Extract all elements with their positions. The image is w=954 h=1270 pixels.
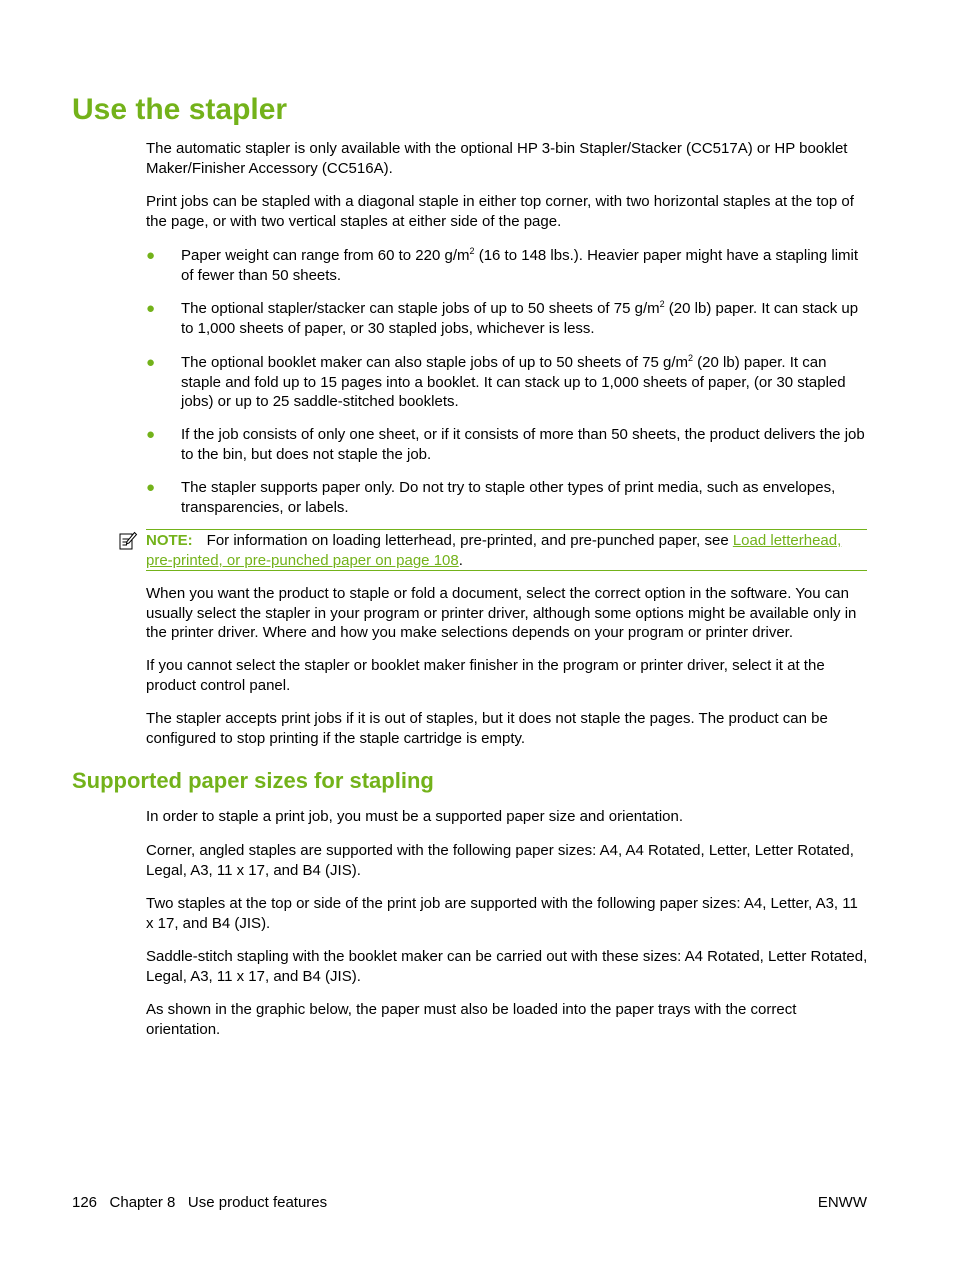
section-paragraph-2: Corner, angled staples are supported with the following paper sizes: A4, A4 Rotated, Letter, Letter Rotated, Legal, A3, 11 x 17, and B4 (JIS).: [146, 842, 854, 879]
intro-paragraph-2: Print jobs can be stapled with a diagonal staple in either top corner, with two horizontal staples at the top of the page, or with two vertical staples at either side of the page.: [146, 193, 854, 230]
note-bottom-rule: [146, 570, 867, 571]
body-paragraph-2: If you cannot select the stapler or booklet maker finisher in the program or printer driver, select it at the product control panel.: [146, 657, 825, 694]
bullet-item-paper-only: The stapler supports paper only. Do not try to staple other types of print media, such as envelopes, transparencies, or labels.: [181, 479, 836, 516]
footer-page-info: 126 Chapter 8 Use product features: [72, 1194, 328, 1211]
note-pencil-icon: [118, 531, 138, 551]
body-paragraph-3: The stapler accepts print jobs if it is out of staples, but it does not staple the pages. The product can be configured to stop printing if the staple cartridge is empty.: [146, 710, 828, 747]
bullet-marker: ●: [146, 354, 156, 371]
footer-enww: ENWW: [817, 1194, 867, 1211]
bullet-marker: ●: [146, 479, 156, 496]
bullet-marker: ●: [146, 300, 156, 317]
bullet-item-stapler-stacker: The optional stapler/stacker can staple jobs of up to 50 sheets of 75 $g/m^2$ (20 lb) paper. It can stack up to 1,000 sheets of paper, or 30 stapled jobs, whichever is less.: [181, 299, 859, 337]
section-paragraph-4: Saddle-stitch stapling with the booklet maker can be carried out with these sizes: A4 Rotated, Letter Rotated, Legal, A3, 11 x 17, and B4 (JIS).: [146, 948, 868, 985]
bullet-item-booklet-maker: The optional booklet maker can also staple jobs of up to 50 sheets of 75 $g/m^2$ (20 lb) paper. It can staple and fold up to 15 pages into a booklet. It can stack up to 1,000 sheets of paper, (or 30 stapled jobs) or up to 25 saddle-stitched booklets.: [181, 353, 846, 410]
section-paragraph-5: As shown in the graphic below, the paper must also be loaded into the paper trays with the correct orientation.: [146, 1001, 797, 1038]
bullet-marker: ●: [146, 247, 156, 264]
section-paragraph-1: In order to staple a print job, you must be a supported paper size and orientation.: [146, 808, 683, 825]
bullet-item-single-sheet: If the job consists of only one sheet, or if it consists of more than 50 sheets, the product delivers the job to the bin, but does not staple the job.: [181, 426, 865, 463]
intro-paragraph-1: The automatic stapler is only available with the optional HP 3-bin Stapler/Stacker (CC517A) or HP booklet Maker/Finisher Accessory (CC516A).: [146, 140, 848, 177]
load-letterhead-link[interactable]: Load letterhead, pre-printed, or pre-punched paper on page 108: [146, 532, 842, 569]
page-title: Use the stapler: [72, 93, 288, 126]
section-paragraph-3: Two staples at the top or side of the print job are supported with the following paper sizes: A4, Letter, A3, 11 x 17, and B4 (JIS).: [146, 895, 858, 932]
body-paragraph-1: When you want the product to staple or fold a document, select the correct option in the software. You can usually select the stapler in your program or printer driver, although some options might be available only in the printer driver. Where and how you make selections depends on your program or printer driver.: [146, 585, 857, 641]
bullet-marker: ●: [146, 426, 156, 443]
section-heading: Supported paper sizes for stapling: [72, 768, 434, 793]
note-label: NOTE:: [146, 532, 193, 549]
note-top-rule: [146, 529, 867, 530]
bullet-item-paper-weight: Paper weight can range from 60 to 220 $g/m^2$ (16 to 148 lbs.). Heavier paper might have a stapling limit of fewer than 50 sheets.: [181, 246, 859, 284]
note-text: NOTE: For information on loading letterhead, pre-printed, and pre-punched paper, see Load letterhead, pre-printed, or pre-punched paper on page 108.: [146, 532, 842, 569]
